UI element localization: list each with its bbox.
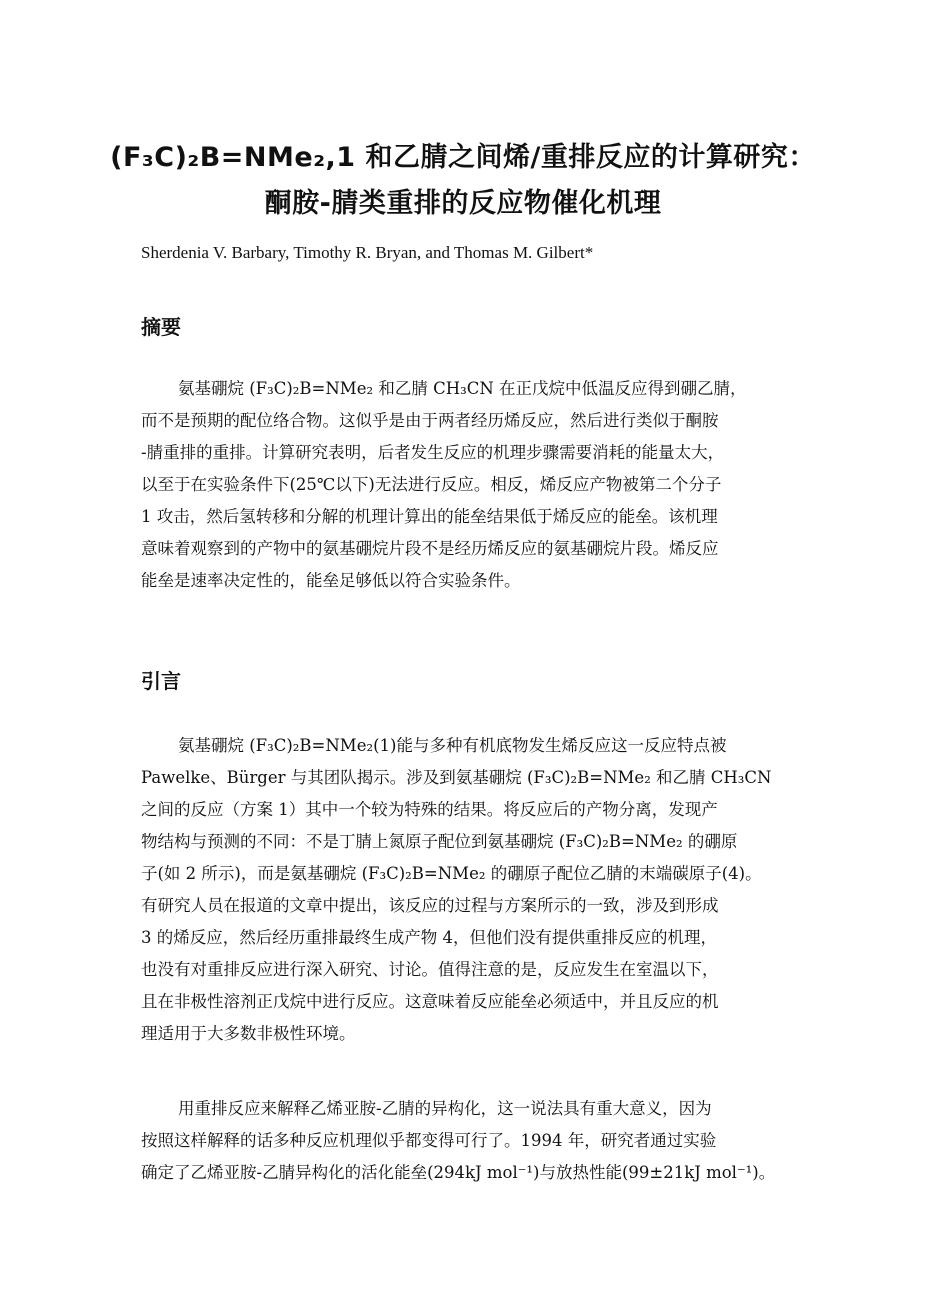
text-line: 确定了乙烯亚胺-乙腈异构化的活化能垒(294kJ mol⁻¹)与放热性能(99±21kJ mol⁻¹)。 bbox=[141, 1163, 776, 1182]
paper-title-line-1: (F₃C)₂B=NMe₂,1 和乙腈之间烯/重排反应的计算研究： bbox=[110, 142, 816, 173]
text-line: 氨基硼烷 (F₃C)₂B=NMe₂ 和乙腈 CH₃CN 在正戊烷中低温反应得到硼乙腈， bbox=[178, 379, 747, 398]
text-line: 也没有对重排反应进行深入研究、讨论。值得注意的是，反应发生在室温以下， bbox=[141, 960, 719, 979]
text-line: Pawelke、Bürger 与其团队揭示。涉及到氨基硼烷 (F₃C)₂B=NMe₂ 和乙腈 CH₃CN bbox=[141, 768, 772, 787]
text-line: 且在非极性溶剂正戊烷中进行反应。这意味着反应能垒必须适中，并且反应的机 bbox=[141, 992, 719, 1011]
text-line: 物结构与预测的不同：不是丁腈上氮原子配位到氨基硼烷 (F₃C)₂B=NMe₂ 的硼原 bbox=[141, 832, 738, 851]
text-line: 按照这样解释的话多种反应机理似乎都变得可行了。1994 年，研究者通过实验 bbox=[141, 1131, 717, 1150]
text-line: 氨基硼烷 (F₃C)₂B=NMe₂(1)能与多种有机底物发生烯反应这一反应特点被 bbox=[178, 736, 727, 755]
introduction-paragraph-1 bbox=[141, 730, 801, 1050]
text-line: 而不是预期的配位络合物。这似乎是由于两者经历烯反应，然后进行类似于酮胺 bbox=[141, 411, 719, 430]
text-line: 能垒是速率决定性的，能垒足够低以符合实验条件。 bbox=[141, 571, 521, 590]
abstract-paragraph bbox=[141, 373, 801, 597]
text-line: 意味着观察到的产物中的氨基硼烷片段不是经历烯反应的氨基硼烷片段。烯反应 bbox=[141, 539, 719, 558]
text-line: 有研究人员在报道的文章中提出，该反应的过程与方案所示的一致，涉及到形成 bbox=[141, 896, 719, 915]
text-line: -腈重排的重排。计算研究表明，后者发生反应的机理步骤需要消耗的能量太大， bbox=[141, 443, 725, 462]
text-line: 3 的烯反应，然后经历重排最终生成产物 4，但他们没有提供重排反应的机理， bbox=[141, 928, 717, 947]
text-line: 用重排反应来解释乙烯亚胺-乙腈的异构化，这一说法具有重大意义，因为 bbox=[178, 1099, 712, 1118]
paper-title-line-2: 酮胺-腈类重排的反应物催化机理 bbox=[264, 188, 662, 219]
text-line: 以至于在实验条件下(25℃以下)无法进行反应。相反，烯反应产物被第二个分子 bbox=[141, 475, 722, 494]
introduction-paragraph-2 bbox=[141, 1093, 801, 1189]
text-line: 理适用于大多数非极性环境。 bbox=[141, 1024, 356, 1043]
author-list: Sherdenia V. Barbary, Timothy R. Bryan, and Thomas M. Gilbert* bbox=[141, 243, 594, 262]
text-line: 之间的反应（方案 1）其中一个较为特殊的结果。将反应后的产物分离，发现产 bbox=[141, 800, 718, 819]
introduction-heading: 引言 bbox=[141, 669, 181, 693]
abstract-heading: 摘要 bbox=[141, 315, 181, 339]
text-line: 子(如 2 所示)，而是氨基硼烷 (F₃C)₂B=NMe₂ 的硼原子配位乙腈的末端碳原子(4)。 bbox=[141, 864, 762, 883]
text-line: 1 攻击，然后氢转移和分解的机理计算出的能垒结果低于烯反应的能垒。该机理 bbox=[141, 507, 718, 526]
